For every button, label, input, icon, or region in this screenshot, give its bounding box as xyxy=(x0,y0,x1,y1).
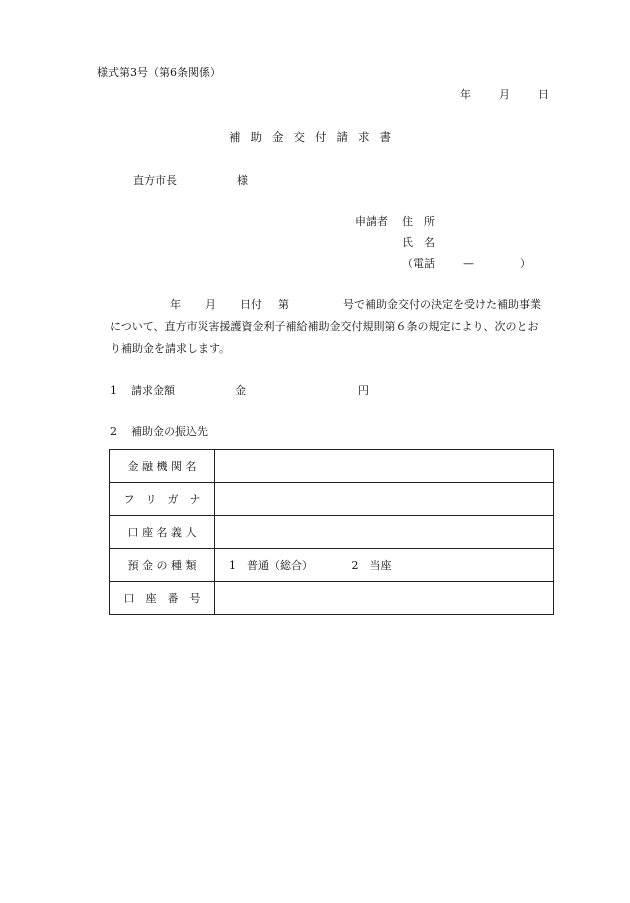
bank-account-table xyxy=(109,449,554,615)
table-row xyxy=(110,483,554,516)
addressee-honorific: 様 xyxy=(237,174,248,187)
body-line-3: り補助金を請求します。 xyxy=(110,342,231,355)
body-line-2: について、直方市災害援護資金利子補給補助金交付規則第６条の規定により、次のとお xyxy=(110,320,539,333)
addressee-name: 直方市長 xyxy=(133,174,177,187)
applicant-phone xyxy=(402,257,531,271)
form-number: 様式第3号（第6条関係） xyxy=(97,66,221,79)
item-transfer-destination xyxy=(110,425,208,439)
item1-kin: 金 xyxy=(235,384,246,397)
bank-name-field[interactable] xyxy=(215,450,554,483)
account-holder-field[interactable] xyxy=(215,516,554,549)
item2-number: 2 xyxy=(110,425,117,438)
item2-label: 補助金の振込先 xyxy=(131,425,208,438)
body-line-1-rest: 号で補助金交付の決定を受けた補助事業 xyxy=(343,298,541,311)
table-row xyxy=(110,450,554,483)
date-header xyxy=(460,88,549,102)
account-number-label: 口 座 番 号 xyxy=(110,582,215,615)
phone-close: ） xyxy=(520,257,531,270)
date-day-label: 日 xyxy=(538,88,549,101)
body-dai: 第 xyxy=(278,298,289,311)
account-number-field[interactable] xyxy=(215,582,554,615)
deposit-type-options[interactable]: 1 普通（総合） 2 当座 xyxy=(215,549,554,582)
addressee xyxy=(133,174,248,188)
applicant-label: 申請者 xyxy=(355,215,388,228)
deposit-type-label: 預 金 の 種 類 xyxy=(110,549,215,582)
phone-open: （電話 xyxy=(402,257,435,270)
item-request-amount xyxy=(110,384,369,398)
body-month: 月 xyxy=(205,298,216,311)
body-year: 年 xyxy=(170,298,181,311)
bank-name-label: 金 融 機 関 名 xyxy=(110,450,215,483)
phone-dash: — xyxy=(463,257,474,270)
date-month-label: 月 xyxy=(499,88,510,101)
applicant-address-label: 住 所 xyxy=(402,215,435,228)
item1-label: 請求金額 xyxy=(131,384,175,397)
item1-yen: 円 xyxy=(358,384,369,397)
furigana-label: フ リ ガ ナ xyxy=(110,483,215,516)
account-holder-label: 口 座 名 義 人 xyxy=(110,516,215,549)
item1-number: 1 xyxy=(110,384,117,397)
body-line-1 xyxy=(170,298,541,312)
date-year-label: 年 xyxy=(460,88,471,101)
body-day: 日付 xyxy=(240,298,262,311)
document-title: 補助金交付請求書 xyxy=(229,130,401,144)
table-row xyxy=(110,516,554,549)
table-row xyxy=(110,582,554,615)
applicant-name-label: 氏 名 xyxy=(402,236,435,249)
furigana-field[interactable] xyxy=(215,483,554,516)
table-row xyxy=(110,549,554,582)
